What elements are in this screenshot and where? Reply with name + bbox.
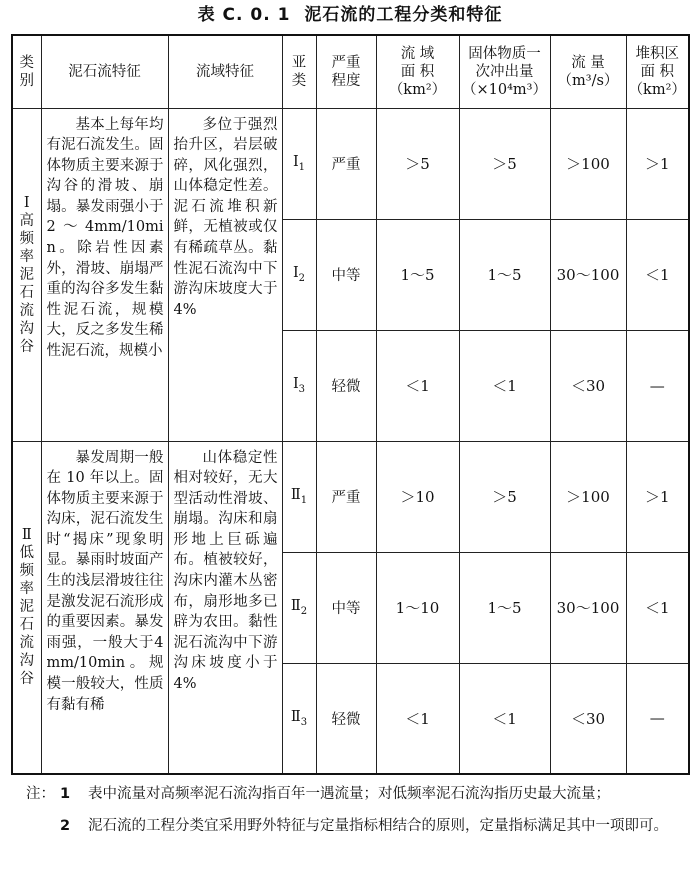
area-cell: ＞10 (376, 441, 459, 552)
severity-cell: 轻微 (316, 330, 376, 441)
volume-cell: 1～5 (459, 219, 550, 330)
note-index: 2 (60, 818, 71, 834)
notes-label: 注： (26, 786, 55, 802)
note-text: 泥石流的工程分类宜采用野外特征与定量指标相结合的原则，定量指标满足其中一项即可。 (88, 818, 668, 834)
area-cell: ＜1 (376, 663, 459, 774)
header-subtype: 亚类 (282, 35, 316, 108)
deposit-cell: ＜1 (626, 219, 689, 330)
header-severity: 严重程度 (316, 35, 376, 108)
flow-cell: ＜30 (550, 663, 626, 774)
deposit-cell: — (626, 330, 689, 441)
severity-cell: 中等 (316, 219, 376, 330)
header-flow: 流 量 （m³/s） (550, 35, 626, 108)
header-volume: 固体物质一 次冲出量 （×10⁴m³） (459, 35, 550, 108)
deposit-cell: — (626, 663, 689, 774)
basin-cell: 山体稳定性相对较好，无大型活动性滑坡、崩塌。沟床和扇形地上巨砾遍布。植被较好，沟床内灌木丛密布，扇形地多已辟为农田。黏性泥石流沟中下游沟床坡度小于4% (168, 441, 282, 774)
table-title (0, 0, 700, 30)
subtype-cell: $Ⅱ_3$ (282, 663, 316, 774)
severity-cell: 严重 (316, 441, 376, 552)
header-basin: 流域特征 (168, 35, 282, 108)
note-item (26, 810, 686, 842)
features-cell: 基本上每年均有泥石流发生。固体物质主要来源于沟谷的滑坡、崩塌。暴发雨强小于 2～4mm/10min。除岩性因素外，滑坡、崩塌严重的沟谷多发生黏性泥石流，规模大，反之多发生稀性泥石流，规模小 (41, 108, 168, 441)
area-cell: ＞5 (376, 108, 459, 219)
subtype-cell: $Ⅱ_1$ (282, 441, 316, 552)
volume-cell: ＜1 (459, 330, 550, 441)
flow-cell: ＜30 (550, 330, 626, 441)
subtype-cell: $Ⅰ_1$ (282, 108, 316, 219)
severity-cell: 轻微 (316, 663, 376, 774)
note-item (26, 778, 686, 810)
deposit-cell: ＞1 (626, 441, 689, 552)
severity-cell: 中等 (316, 552, 376, 663)
subtype-cell: $Ⅰ_3$ (282, 330, 316, 441)
deposit-cell: ＜1 (626, 552, 689, 663)
header-row (12, 35, 689, 108)
volume-cell: ＞5 (459, 108, 550, 219)
volume-cell: ＜1 (459, 663, 550, 774)
basin-cell: 多位于强烈抬升区，岩层破碎，风化强烈，山体稳定性差。泥石流堆积新鲜，无植被或仅有稀疏草丛。黏性泥石流沟中下游沟床坡度大于4% (168, 108, 282, 441)
features-cell: 暴发周期一般在 10 年以上。固体物质主要来源于沟床，泥石流发生时“揭床”现象明显。暴雨时坡面产生的浅层滑坡往往是激发泥石流形成的重要因素。暴发雨强，一般大于4mm/10min。规模一般较大，性质有黏有稀 (41, 441, 168, 774)
flow-cell: ＞100 (550, 441, 626, 552)
subtype-cell: $Ⅱ_2$ (282, 552, 316, 663)
header-features: 泥石流特征 (41, 35, 168, 108)
volume-cell: ＞5 (459, 441, 550, 552)
header-category: 类别 (12, 35, 41, 108)
header-deposit: 堆积区 面 积 （km²） (626, 35, 689, 108)
area-cell: 1～5 (376, 219, 459, 330)
table-number: 表 C. 0. 1 (197, 5, 291, 25)
debris-flow-classification-table (11, 34, 690, 775)
table-caption: 泥石流的工程分类和特征 (304, 5, 503, 25)
table-notes (26, 778, 686, 842)
flow-cell: 30～100 (550, 219, 626, 330)
header-area: 流 域 面 积 （km²） (376, 35, 459, 108)
area-cell: ＜1 (376, 330, 459, 441)
subtype-cell: $Ⅰ_2$ (282, 219, 316, 330)
note-text: 表中流量对高频率泥石流沟指百年一遇流量；对低频率泥石流沟指历史最大流量； (88, 786, 610, 802)
category-cell: Ⅱ低频率泥石流沟谷 (12, 441, 41, 774)
area-cell: 1～10 (376, 552, 459, 663)
severity-cell: 严重 (316, 108, 376, 219)
table-row (12, 108, 689, 219)
flow-cell: 30～100 (550, 552, 626, 663)
note-index: 1 (60, 786, 71, 802)
table-row (12, 441, 689, 552)
category-cell: Ⅰ高频率泥石流沟谷 (12, 108, 41, 441)
flow-cell: ＞100 (550, 108, 626, 219)
deposit-cell: ＞1 (626, 108, 689, 219)
volume-cell: 1～5 (459, 552, 550, 663)
